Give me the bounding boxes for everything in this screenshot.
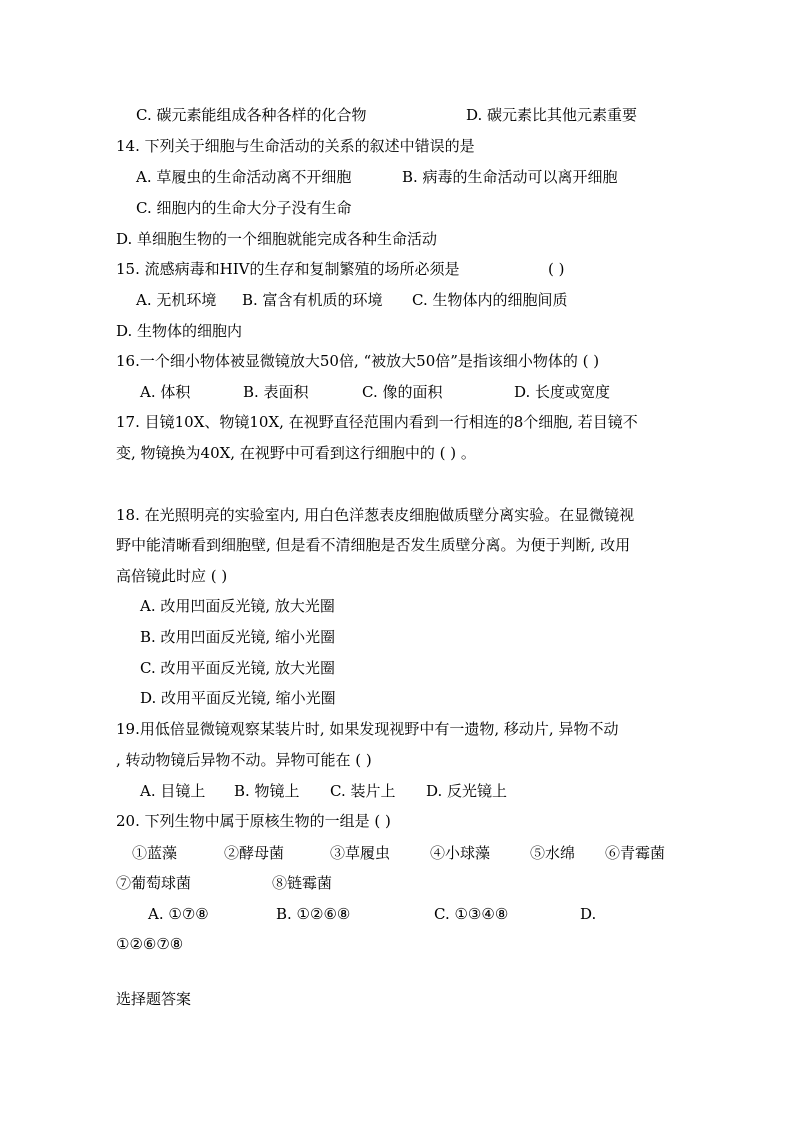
q19-line-2: , 转动物镜后异物不动。异物可能在 ( ) — [116, 751, 372, 769]
q18-option-a: A. 改用凹面反光镜, 放大光圈 — [140, 597, 335, 615]
q20-item-6: ⑥青霉菌 — [605, 844, 666, 862]
answer-section-heading: 选择题答案 — [116, 990, 192, 1008]
q19-option-a: A. 目镜上 — [140, 782, 206, 800]
q20-option-d-value: ①②⑥⑦⑧ — [116, 935, 184, 953]
q20-item-8: ⑧链霉菌 — [272, 874, 333, 892]
q18-option-b: B. 改用凹面反光镜, 缩小光圈 — [140, 628, 336, 646]
q20-stem: 20. 下列生物中属于原核生物的一组是 ( ) — [116, 812, 391, 830]
q13-option-c: C. 碳元素能组成各种各样的化合物 — [136, 106, 367, 124]
q20-item-2: ②酵母菌 — [224, 844, 285, 862]
q19-line-1: 19.用低倍显微镜观察某装片时, 如果发现视野中有一遗物, 移动片, 异物不动 — [116, 720, 619, 738]
q18-option-c: C. 改用平面反光镜, 放大光圈 — [140, 659, 336, 677]
q15-option-c: C. 生物体内的细胞间质 — [412, 291, 568, 309]
q15-stem: 15. 流感病毒和HIV的生存和复制繁殖的场所必须是 — [116, 260, 460, 278]
q16-option-b: B. 表面积 — [243, 383, 309, 401]
q14-option-c: C. 细胞内的生命大分子没有生命 — [136, 199, 352, 217]
q18-option-d: D. 改用平面反光镜, 缩小光圈 — [140, 689, 336, 707]
q15-option-d: D. 生物体的细胞内 — [116, 322, 243, 340]
q13-option-d: D. 碳元素比其他元素重要 — [466, 106, 638, 124]
q20-option-d: D. — [580, 905, 597, 923]
q17-line-1: 17. 目镜10X、物镜10X, 在视野直径范围内看到一行相连的8个细胞, 若目镜不 — [116, 413, 638, 431]
q19-option-c: C. 装片上 — [330, 782, 396, 800]
q14-stem: 14. 下列关于细胞与生命活动的关系的叙述中错误的是 — [116, 137, 475, 155]
q20-option-a: A. ①⑦⑧ — [148, 905, 209, 923]
q20-item-3: ③草履虫 — [330, 844, 391, 862]
q20-item-7: ⑦葡萄球菌 — [116, 874, 192, 892]
q18-line-1: 18. 在光照明亮的实验室内, 用白色洋葱表皮细胞做质壁分离实验。在显微镜视 — [116, 506, 635, 524]
q14-option-d: D. 单细胞生物的一个细胞就能完成各种生命活动 — [116, 230, 438, 248]
q16-option-d: D. 长度或宽度 — [514, 383, 611, 401]
q18-line-3: 高倍镜此时应 ( ) — [116, 567, 228, 585]
q20-item-4: ④小球藻 — [430, 844, 491, 862]
q18-line-2: 野中能清晰看到细胞壁, 但是看不清细胞是否发生质壁分离。为便于判断, 改用 — [116, 536, 631, 554]
q14-option-a: A. 草履虫的生命活动离不开细胞 — [136, 168, 352, 186]
q16-option-a: A. 体积 — [140, 383, 191, 401]
q19-option-d: D. 反光镜上 — [426, 782, 508, 800]
q20-item-5: ⑤水绵 — [530, 844, 576, 862]
q20-option-b: B. ①②⑥⑧ — [276, 905, 351, 923]
q16-option-c: C. 像的面积 — [362, 383, 443, 401]
q20-item-1: ①蓝藻 — [132, 844, 178, 862]
q15-option-b: B. 富含有机质的环境 — [242, 291, 383, 309]
q15-answer-blank: ( ) — [548, 260, 565, 278]
q20-option-c: C. ①③④⑧ — [434, 905, 509, 923]
q16-stem: 16.一个细小物体被显微镜放大50倍, “被放大50倍”是指该细小物体的 ( ) — [116, 352, 600, 370]
q15-option-a: A. 无机环境 — [136, 291, 217, 309]
q14-option-b: B. 病毒的生命活动可以离开细胞 — [402, 168, 618, 186]
q19-option-b: B. 物镜上 — [234, 782, 300, 800]
q17-line-2: 变, 物镜换为40X, 在视野中可看到这行细胞中的 ( ) 。 — [116, 444, 476, 462]
